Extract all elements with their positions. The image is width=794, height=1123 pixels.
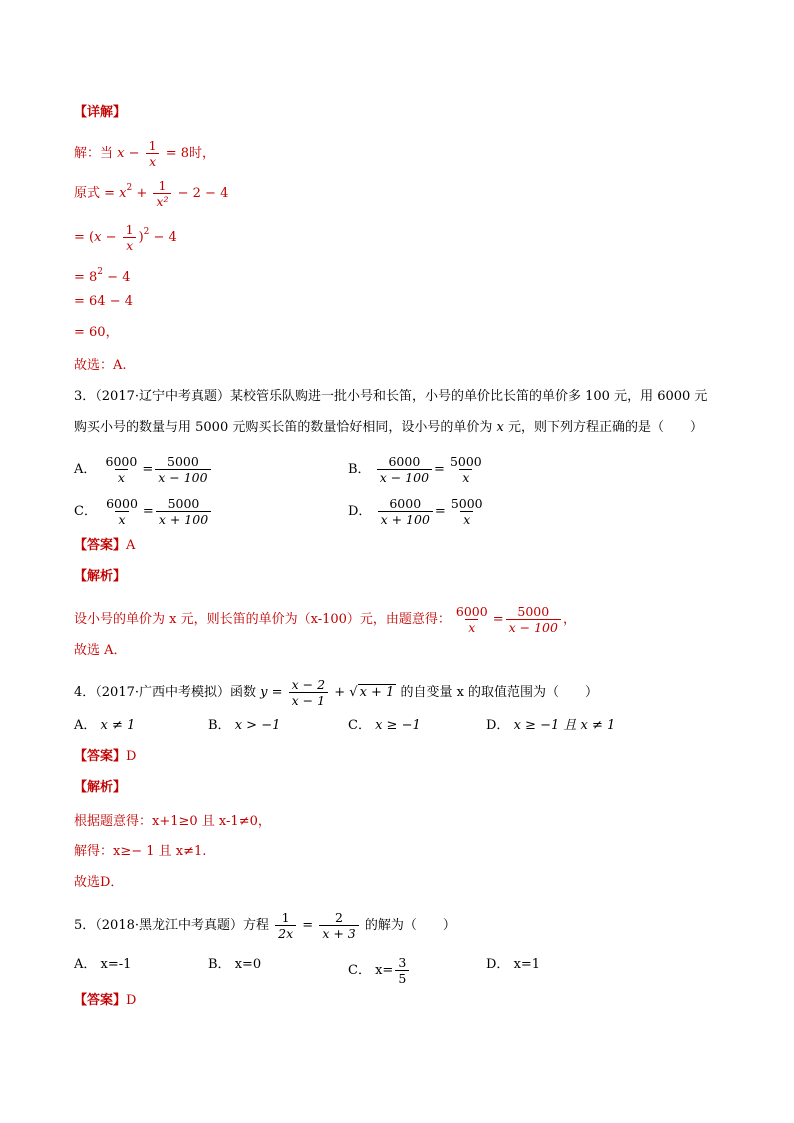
q3-analysis-line: 设小号的单价为 x 元，则长笛的单价为（x-100）元，由题意得： $\frac{6000}{x}$ = $\frac{5000}{x - 100}$ ， — [74, 604, 576, 635]
fraction — [275, 910, 296, 941]
fraction-numerator: 1 — [148, 138, 157, 153]
fraction-denominator: x − 100 — [506, 619, 561, 635]
q4-analysis-line-1: 根据题意得：x+1≥0 且 x-1≠0， — [74, 814, 271, 829]
solution-text: − 4 — [149, 230, 177, 245]
fraction-numerator: 6000 — [455, 604, 488, 619]
solution-conclusion: 故选：A. — [74, 358, 127, 373]
q4-option-b[interactable] — [208, 716, 280, 736]
fraction-numerator: 5000 — [450, 496, 483, 511]
q5-option-a[interactable] — [74, 955, 131, 975]
fraction-denominator: x — [146, 153, 159, 169]
answer-label: 【答案】 — [74, 749, 127, 764]
fraction — [395, 955, 409, 986]
fraction-numerator: 1 — [125, 222, 134, 237]
stem-text: 的解为（ ） — [360, 918, 456, 933]
fraction-denominator: x — [123, 237, 136, 253]
option-label: A． — [74, 462, 97, 477]
option-label: C． — [74, 504, 97, 519]
stem-text: 元，则下列方程正确的是（ ） — [503, 420, 703, 435]
operator: = — [267, 685, 287, 700]
fraction-numerator: 3 — [398, 955, 407, 970]
fraction — [319, 910, 358, 941]
exponent: 2 — [126, 183, 133, 193]
fraction-numerator: 1 — [158, 178, 167, 193]
q4-analysis-line-2: 解得：x≥− 1 且 x≠1. — [74, 844, 207, 859]
q4-answer — [74, 747, 136, 767]
q3-stem-line-1: 3．（2017·辽宁中考真题）某校管乐队购进一批小号和长笛，小号的单价比长笛的单价多 100 元，用 6000 元 — [74, 389, 708, 404]
solution-line-4 — [74, 262, 130, 288]
option-text: x ≠ 1 — [100, 718, 136, 733]
solution-text: = 8 — [74, 270, 98, 285]
q3-option-c[interactable]: C． $\frac{6000}{x}$ = $\frac{5000}{x + 100}$ — [74, 496, 213, 527]
solution-line-5: = 64 − 4 — [74, 294, 133, 309]
fraction-denominator: x + 3 — [319, 925, 358, 941]
operator: + — [132, 186, 152, 201]
fraction-numerator: 6000 — [105, 454, 138, 469]
option-label: C． — [348, 963, 371, 978]
option-label: B． — [348, 462, 371, 477]
operator: = — [298, 918, 318, 933]
option-label: B． — [208, 957, 231, 972]
answer-value: D — [126, 749, 137, 764]
option-text: x ≥ −1 且 x ≠ 1 — [513, 718, 616, 733]
option-text: x > −1 — [234, 718, 281, 733]
solution-text: = 8时， — [161, 146, 216, 161]
option-label: D． — [486, 718, 510, 733]
q3-option-d[interactable]: D． $\frac{6000}{x + 100}$ = $\frac{5000}{x}$ — [348, 496, 488, 527]
fraction — [153, 178, 171, 209]
q3-answer — [74, 536, 135, 556]
exponent: 2 — [143, 227, 150, 237]
fraction-numerator: 2 — [335, 910, 343, 925]
fraction — [155, 454, 210, 485]
detail-heading: 【详解】 — [74, 105, 127, 120]
fraction-denominator: x − 1 — [289, 692, 328, 708]
option-text: x=-1 — [100, 957, 132, 972]
fraction — [146, 138, 160, 169]
solution-text: = ( — [74, 230, 95, 245]
stem-text: 5．（2018·黑龙江中考真题）方程 — [74, 918, 274, 933]
option-label: D． — [486, 957, 510, 972]
answer-value: D — [126, 993, 137, 1008]
paren-close: ) — [138, 230, 144, 245]
q4-conclusion: 故选D． — [74, 875, 124, 890]
operator: − — [124, 146, 144, 161]
fraction — [103, 496, 141, 527]
q4-analysis-heading: 【解析】 — [74, 780, 127, 795]
fraction-numerator: 5000 — [167, 496, 200, 511]
q5-stem — [74, 910, 456, 941]
variable-x: x — [119, 186, 127, 201]
fraction-denominator: x — [465, 619, 478, 635]
variable-y: y — [260, 685, 268, 700]
fraction — [123, 222, 137, 253]
option-text: x= — [375, 963, 394, 978]
fraction-numerator: 6000 — [106, 496, 138, 511]
variable-x: x — [496, 420, 504, 435]
variable-x: x — [117, 146, 125, 161]
option-text: x=0 — [234, 957, 262, 972]
fraction-denominator: x — [460, 511, 473, 527]
fraction — [506, 604, 561, 635]
solution-line-3 — [74, 222, 177, 253]
fraction — [453, 604, 491, 635]
fraction-denominator: x + 100 — [378, 511, 433, 527]
fraction-denominator: 2x — [275, 925, 296, 941]
fraction — [448, 496, 486, 527]
fraction-denominator: x − 100 — [155, 469, 210, 485]
q3-option-a[interactable]: A． $\frac{6000}{x}$ = $\frac{5000}{x - 100}$ — [74, 454, 213, 485]
fraction-denominator: x + 100 — [156, 511, 211, 527]
q5-option-d[interactable] — [486, 955, 540, 975]
fraction — [156, 496, 211, 527]
analysis-text: ， — [562, 612, 576, 627]
stem-text: 的自变量 x 的取值范围为（ ） — [396, 685, 599, 700]
option-label: A． — [74, 718, 97, 733]
solution-line-2 — [74, 178, 228, 209]
option-text: x ≥ −1 — [375, 718, 421, 733]
fraction — [289, 677, 328, 708]
fraction-denominator: 5 — [395, 970, 409, 986]
variable-x: x — [94, 230, 102, 245]
fraction — [378, 496, 433, 527]
solution-line-1 — [74, 138, 215, 169]
fraction-denominator: x — [115, 511, 128, 527]
fraction-numerator: 6000 — [388, 454, 421, 469]
answer-value: A — [126, 538, 136, 553]
answer-label: 【答案】 — [74, 538, 127, 553]
fraction-denominator: x − 100 — [377, 469, 432, 485]
solution-text: − 4 — [103, 270, 131, 285]
q3-stem-line-2 — [74, 418, 703, 438]
q3-conclusion: 故选 A． — [74, 643, 127, 658]
exponent: 2 — [97, 267, 104, 277]
fraction-denominator: x — [115, 469, 128, 485]
q4-option-d[interactable] — [486, 716, 615, 736]
operator: − — [101, 230, 121, 245]
fraction-numerator: 1 — [281, 910, 290, 925]
sqrt-icon: √ — [349, 685, 358, 700]
fraction — [447, 454, 485, 485]
option-text: x=1 — [513, 957, 541, 972]
option-label: C． — [348, 718, 371, 733]
q4-option-c[interactable] — [348, 716, 421, 736]
q4-option-a[interactable] — [74, 716, 135, 736]
answer-label: 【答案】 — [74, 993, 127, 1008]
q5-answer — [74, 991, 136, 1011]
analysis-text: 设小号的单价为 x 元，则长笛的单价为（x-100）元，由题意得： — [74, 612, 451, 627]
fraction-numerator: 5000 — [167, 454, 199, 469]
fraction-denominator: x² — [153, 193, 171, 209]
fraction — [103, 454, 141, 485]
fraction-numerator: 6000 — [389, 496, 422, 511]
q4-stem — [74, 677, 598, 708]
sqrt-radicand: x + 1 — [359, 685, 395, 700]
solution-text: 原式 = — [74, 186, 120, 201]
q5-option-b[interactable] — [208, 955, 261, 975]
solution-line-6: = 60， — [74, 325, 119, 340]
fraction-numerator: 5000 — [449, 454, 482, 469]
stem-text: 购买小号的数量与用 5000 元购买长笛的数量恰好相同，设小号的单价为 — [74, 420, 497, 435]
q3-analysis-heading: 【解析】 — [74, 569, 127, 584]
operator: + — [330, 685, 350, 700]
fraction — [377, 454, 432, 485]
q3-option-b[interactable]: B． $\frac{6000}{x - 100}$ = $\frac{5000}{x}$ — [348, 454, 487, 485]
q5-option-c[interactable] — [348, 955, 411, 986]
fraction-denominator: x — [459, 469, 472, 485]
solution-text: − 2 − 4 — [173, 186, 229, 201]
fraction-numerator: 5000 — [517, 604, 550, 619]
option-label: D． — [348, 504, 372, 519]
stem-text: 4．（2017·广西中考模拟）函数 — [74, 685, 261, 700]
option-label: B． — [208, 718, 231, 733]
fraction-numerator: x − 2 — [291, 677, 326, 692]
solution-text: 解：当 — [74, 146, 118, 161]
option-label: A． — [74, 957, 97, 972]
